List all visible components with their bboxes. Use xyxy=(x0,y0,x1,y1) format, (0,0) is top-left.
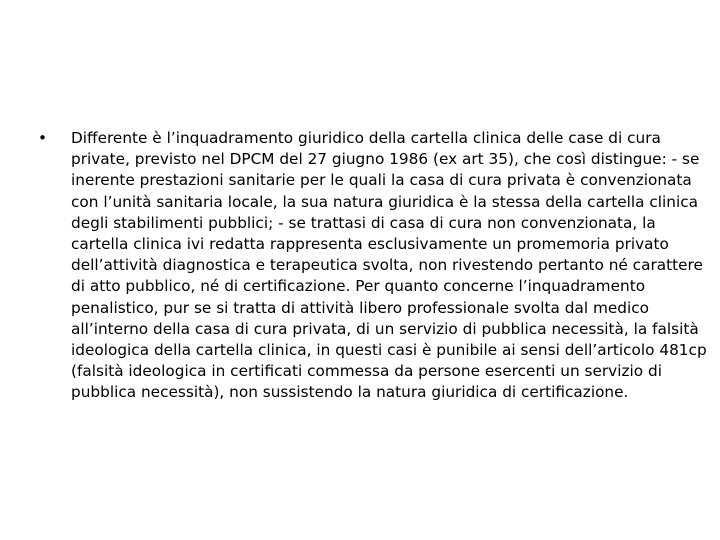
bullet-item xyxy=(38,128,710,404)
bullet-dot-icon: • xyxy=(38,129,48,147)
bullet-list xyxy=(38,128,710,404)
bullet-text: Differente è l’inquadramento giuridico della cartella clinica delle case di cura private, previsto nel DPCM del 27 giugno 1986 (ex art 35), che così distingue: - se inerente prestazioni sanitarie per le quali la casa di cura privata è convenzionata con l’unità sanitaria locale, la sua natura giuridica è la stessa della cartella clinica degli stabilimenti pubblici; - se trattasi di casa di cura non convenzionata, la cartella clinica ivi redatta rappresenta esclusivamente un promemoria privato dell’attività diagnostica e terapeutica svolta, non rivestendo pertanto né carattere di atto pubblico, né di certificazione. Per quanto concerne l’inquadramento penalistico, pur se si tratta di attività libero professionale svolta dal medico all’interno della casa di cura privata, di un servizio di pubblica necessità, la falsità ideologica della cartella clinica, in questi casi è punibile ai sensi dell’articolo 481cp (falsità ideologica in certificati commessa da persone esercenti un servizio di pubblica necessità), non sussistendo la natura giuridica di certificazione. xyxy=(71,129,707,402)
